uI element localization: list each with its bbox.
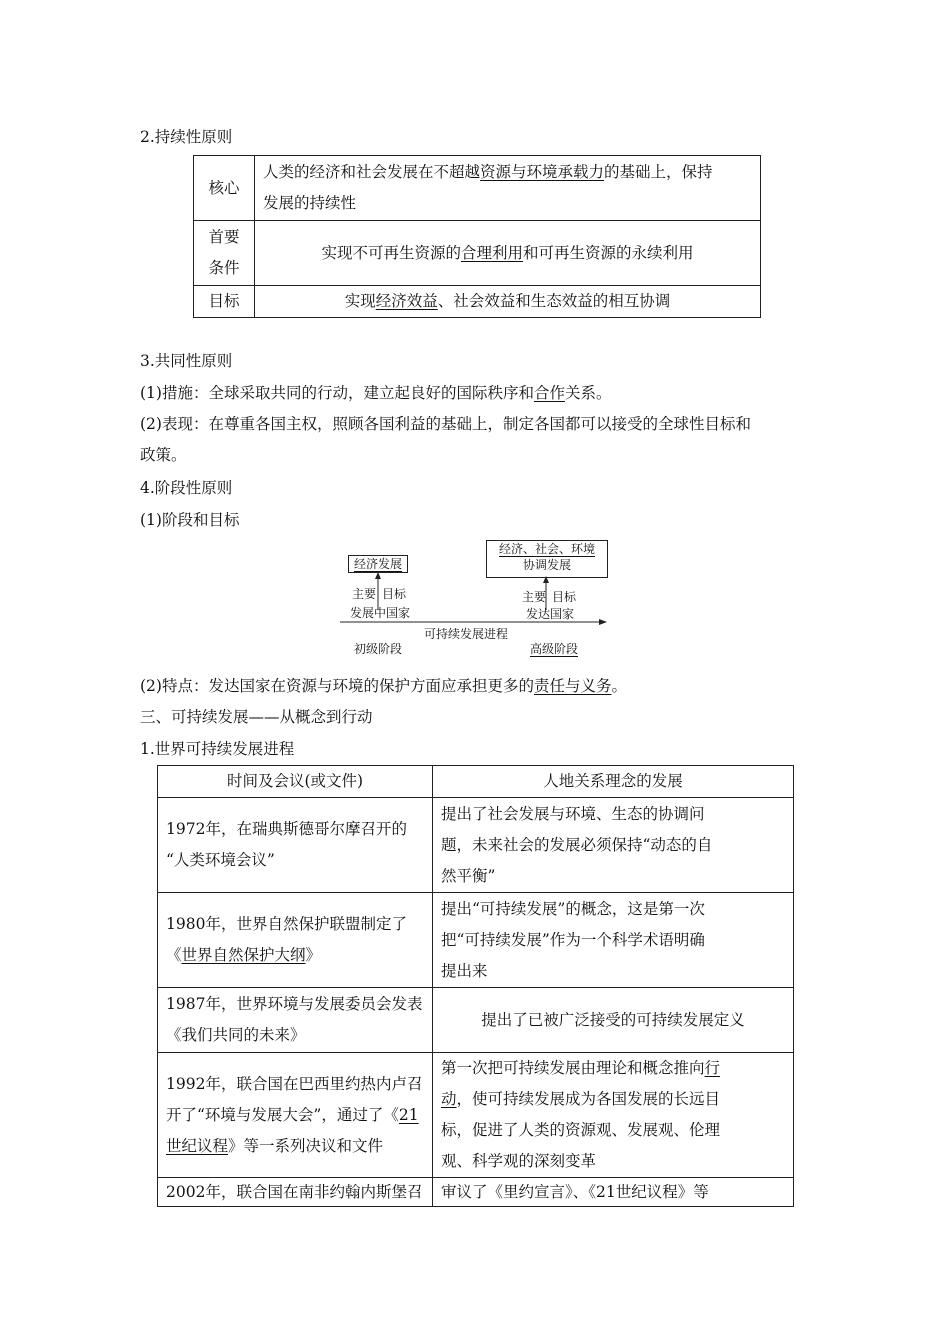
table-row (158, 798, 794, 893)
table-cell: 提出了社会发展与环境、生态的协调问 题，未来社会的发展必须保持“动态的自 然平衡” (433, 798, 794, 893)
paragraph: (2)特点：发达国家在资源与环境的保护方面应承担更多的责任与义务。 (140, 677, 627, 695)
paragraph: (1)阶段和目标 (140, 511, 240, 529)
label-stage-initial: 初级阶段 (354, 642, 403, 656)
column-header: 人地关系理念的发展 (433, 766, 794, 798)
table-cell: 1987年，世界环境与发展委员会发表 《我们共同的未来》 (158, 988, 433, 1053)
axis-label: 可持续发展进程 (424, 627, 509, 641)
table-row (158, 988, 794, 1053)
row-content-condition: 实现不可再生资源的合理利用和可再生资源的永续利用 (255, 221, 761, 286)
paragraph: (1)措施：全球采取共同的行动，建立起良好的国际秩序和合作关系。 (140, 384, 612, 402)
row-label-core: 核心 (194, 156, 255, 221)
table-cell: 提出“可持续发展”的概念，这是第一次 把“可持续发展”作为一个科学术语明确 提出来 (433, 893, 794, 988)
label-developed-country: 发达国家 (526, 607, 575, 621)
paragraph: (2)表现：在尊重各国主权，照顾各国利益的基础上，制定各国都可以接受的全球性目标和 (140, 415, 751, 433)
table-cell: 1992年，联合国在巴西里约热内卢召 开了“环境与发展大会”，通过了《21 世纪议程》等一系列决议和文件 (158, 1053, 433, 1178)
box-economic-development: 经济发展 (348, 555, 408, 573)
table-cell: 1972年，在瑞典斯德哥尔摩召开的 “人类环境会议” (158, 798, 433, 893)
table-row (158, 1178, 794, 1207)
table-cell: 审议了《里约宣言》、《21世纪议程》等 (433, 1178, 794, 1207)
label-main: 主要 (522, 590, 547, 604)
stage-goal-diagram (340, 538, 610, 658)
column-header: 时间及会议(或文件) (158, 766, 433, 798)
table-row (194, 286, 761, 318)
sustainability-principle-table (193, 155, 761, 318)
row-content-goal: 实现经济效益、社会效益和生态效益的相互协调 (255, 286, 761, 318)
row-label-goal: 目标 (194, 286, 255, 318)
table-row (158, 1053, 794, 1178)
box-coordinated-development: 经济、社会、环境 协调发展 (486, 540, 608, 578)
table-cell: 2002年，联合国在南非约翰内斯堡召 (158, 1178, 433, 1207)
table-cell: 1980年，世界自然保护联盟制定了 《世界自然保护大纲》 (158, 893, 433, 988)
label-main: 主要 (352, 587, 377, 601)
section-title-commonality: 3.共同性原则 (140, 352, 233, 370)
subsection-title: 1.世界可持续发展进程 (140, 740, 295, 758)
section-title-stage: 4.阶段性原则 (140, 479, 233, 497)
label-goal: 目标 (552, 590, 577, 604)
row-content-core: 人类的经济和社会发展在不超越资源与环境承载力的基础上，保持 发展的持续性 (255, 156, 761, 221)
sustainable-development-timeline-table (157, 765, 794, 1207)
label-goal: 目标 (382, 587, 407, 601)
table-header-row (158, 766, 794, 798)
section-title-sustainability: 2.持续性原则 (140, 128, 233, 146)
table-row (158, 893, 794, 988)
row-label-condition: 首要 条件 (194, 221, 255, 286)
table-cell: 提出了已被广泛接受的可持续发展定义 (433, 988, 794, 1053)
label-stage-advanced: 高级阶段 (530, 642, 579, 656)
label-developing-country: 发展中国家 (350, 606, 411, 620)
table-row (194, 221, 761, 286)
paragraph: 政策。 (140, 446, 187, 464)
table-cell: 第一次把可持续发展由理论和概念推向行 动，使可持续发展成为各国发展的长远目 标，促进了人类的资源观、发展观、伦理 观、科学观的深刻变革 (433, 1053, 794, 1178)
table-row (194, 156, 761, 221)
section-heading: 三、可持续发展——从概念到行动 (140, 708, 373, 726)
